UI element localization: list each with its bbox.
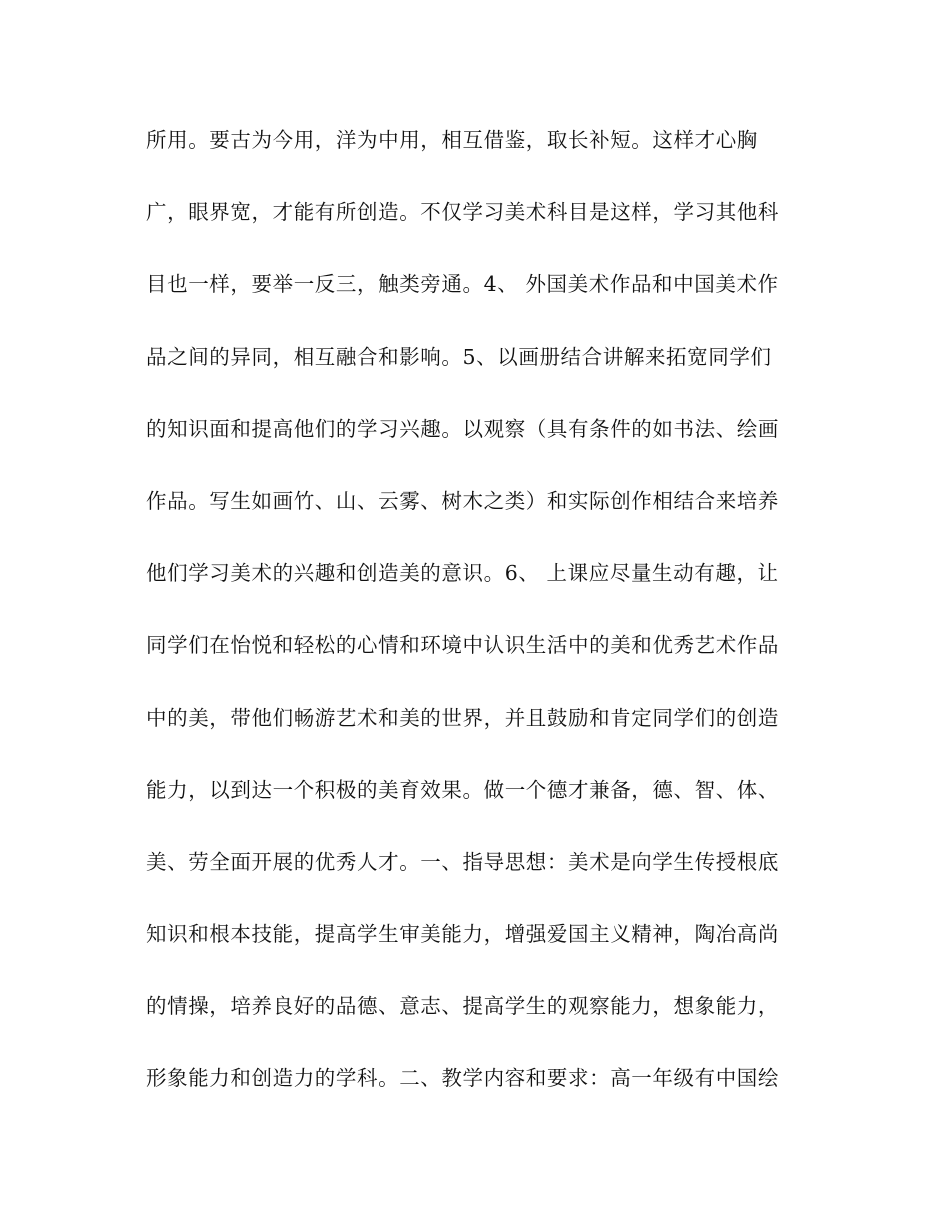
- text-line: 目也一样，要举一反三，触类旁通。4、 外国美术作品和中国美术作: [146, 272, 779, 297]
- body-paragraph: [146, 122, 806, 1133]
- text-line: 品之间的异同，相互融合和影响。5、以画册结合讲解来拓宽同学们: [146, 344, 772, 369]
- text-line: 他们学习美术的兴趣和创造美的意识。6、 上课应尽量生动有趣，让: [146, 561, 779, 586]
- text-line: 形象能力和创造力的学科。二、教学内容和要求：高一年级有中国绘: [146, 1066, 779, 1091]
- text-line: 中的美，带他们畅游艺术和美的世界，并且鼓励和肯定同学们的创造: [146, 705, 779, 730]
- text-line: 同学们在怡悦和轻松的心情和环境中认识生活中的美和优秀艺术作品: [146, 633, 779, 658]
- text-line: 广，眼界宽，才能有所创造。不仅学习美术科目是这样，学习其他科: [146, 200, 779, 225]
- text-line: 美、劳全面开展的优秀人才。一、指导思想：美术是向学生传授根底: [146, 849, 779, 874]
- text-line: 作品。写生如画竹、山、云雾、树木之类）和实际创作相结合来培养: [146, 488, 779, 513]
- text-line: 所用。要古为今用，洋为中用，相互借鉴，取长补短。这样才心胸: [146, 128, 758, 152]
- text-line: 能力，以到达一个积极的美育效果。做一个德才兼备，德、智、体、: [146, 777, 779, 802]
- text-line: 知识和根本技能，提高学生审美能力，增强爱国主义精神，陶冶高尚: [146, 922, 779, 947]
- text-line: 的知识面和提高他们的学习兴趣。以观察（具有条件的如书法、绘画: [146, 416, 779, 441]
- text-line: 的情操，培养良好的品德、意志、提高学生的观察能力，想象能力，: [146, 994, 779, 1019]
